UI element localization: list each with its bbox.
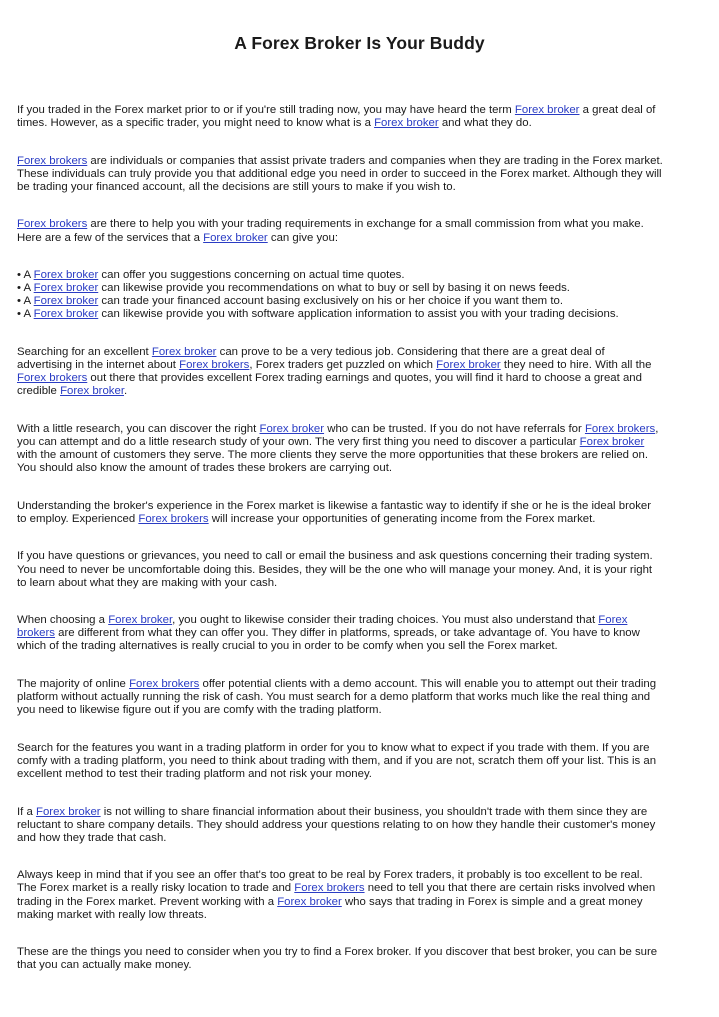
- text-line: [17, 155, 702, 168]
- forex-broker-link[interactable]: Forex broker: [151, 346, 217, 359]
- forex-broker-link[interactable]: Forex brokers: [584, 422, 656, 435]
- text-run: with the amount of customers they serve. The more clients they serve the more opportunities that these brokers are relied on.: [17, 449, 649, 462]
- text-run: and what they do.: [438, 117, 532, 130]
- text-line: [17, 372, 702, 385]
- text-run: .: [124, 385, 128, 398]
- text-run: are different from what they can offer you. They differ in platforms, spreads, or take advantage of. You have to know: [54, 627, 640, 640]
- forex-broker-link[interactable]: Forex broker: [33, 295, 99, 308]
- text-run: Searching for an excellent: [17, 346, 152, 359]
- text-line: [17, 742, 702, 755]
- text-run: ,: [655, 422, 659, 435]
- text-line: [17, 819, 702, 832]
- forex-broker-link[interactable]: Forex: [598, 614, 628, 627]
- text-run: With a little research, you can discover the right: [17, 422, 260, 435]
- text-line: [17, 218, 702, 231]
- text-run: are individuals or companies that assist private traders and companies when they are trading in the Forex market.: [87, 154, 663, 167]
- text-run: If you traded in the Forex market prior to or if you're still trading now, you may have heard the term: [17, 104, 515, 116]
- forex-broker-link[interactable]: Forex brokers: [129, 678, 200, 691]
- forex-broker-link[interactable]: Forex brokers: [17, 372, 88, 385]
- text-run: You should also know the amount of trades these brokers are carrying out.: [17, 462, 393, 475]
- paragraph: [17, 423, 702, 475]
- text-run: a great deal of: [579, 104, 656, 116]
- text-line: [17, 308, 702, 321]
- paragraph: [17, 104, 702, 130]
- text-run: • A: [17, 308, 34, 321]
- text-line: [17, 882, 702, 895]
- forex-broker-link[interactable]: Forex brokers: [17, 218, 88, 231]
- text-line: [17, 232, 702, 245]
- text-line: [17, 806, 702, 819]
- paragraph: [17, 678, 702, 717]
- text-run: excellent method to test their trading platform and not risk your money.: [17, 768, 372, 780]
- text-line: [17, 896, 702, 909]
- paragraph: [17, 218, 702, 244]
- text-line: [17, 117, 702, 130]
- forex-broker-link[interactable]: Forex broker: [374, 117, 439, 130]
- text-run: you can attempt and do a little research study of your own. The very first thing you need to discover a particular: [17, 436, 580, 448]
- text-line: [17, 869, 702, 882]
- text-run: trading in the Forex market. Prevent working with a: [17, 895, 278, 908]
- text-run: is not willing to share financial information about their business, you shouldn't trade with them since they are: [100, 805, 648, 818]
- text-line: [17, 768, 702, 781]
- text-run: The majority of online: [17, 678, 130, 691]
- text-run: , Forex traders get puzzled on which: [249, 359, 437, 372]
- text-run: they need to hire. With all the: [500, 359, 652, 372]
- text-run: making market with really low threats.: [17, 908, 207, 921]
- text-line: [17, 678, 702, 691]
- article-body: [17, 104, 702, 972]
- text-line: [17, 832, 702, 845]
- text-run: can prove to be a very tedious job. Considering that there are a great deal of: [216, 346, 605, 359]
- paragraph: [17, 346, 702, 398]
- text-run: • A: [17, 295, 34, 308]
- text-run: When choosing a: [17, 614, 109, 627]
- text-line: [17, 104, 702, 117]
- text-line: [17, 614, 702, 627]
- text-run: platform without actually running the risk of cash. You must search for a demo platform that works much like the real thing and: [17, 691, 651, 704]
- text-run: which of the trading alternatives is really crucial to you in order to be comfy when you sell the Forex market.: [17, 640, 558, 653]
- text-line: [17, 755, 702, 768]
- text-line: [17, 295, 702, 308]
- text-run: and how they trade that cash.: [17, 831, 167, 844]
- text-run: offer potential clients with a demo account. This will enable you to attempt out their trading: [199, 678, 657, 691]
- forex-broker-link[interactable]: Forex broker: [514, 104, 580, 116]
- text-line: [17, 449, 702, 462]
- text-line: [17, 181, 702, 194]
- text-line: [17, 436, 702, 449]
- text-run: If a: [17, 805, 36, 818]
- text-run: Always keep in mind that if you see an offer that's too great to be real by Forex traders, it probably is too excellent to be real.: [17, 869, 643, 882]
- text-run: The Forex market is a really risky location to trade and: [17, 882, 295, 895]
- text-line: [17, 909, 702, 922]
- text-run: can offer you suggestions concerning on actual time quotes.: [98, 269, 405, 282]
- paragraph: [17, 500, 702, 526]
- text-run: to employ. Experienced: [17, 512, 139, 525]
- text-run: need to tell you that there are certain risks involved when: [364, 882, 656, 895]
- text-line: [17, 500, 702, 513]
- forex-broker-link[interactable]: Forex broker: [108, 614, 173, 627]
- text-run: These are the things you need to consider when you try to find a Forex broker. If you discover that best broker, you can be sure: [17, 946, 658, 959]
- text-line: [17, 564, 702, 577]
- text-run: You need to never be uncomfortable doing this. Besides, they will be the one who will manage your money. And, it is your right: [17, 563, 653, 576]
- text-run: can likewise provide you recommendations on what to buy or sell by basing it on news feeds.: [98, 282, 570, 295]
- forex-broker-link[interactable]: brokers: [17, 627, 55, 640]
- forex-broker-link[interactable]: Forex broker: [60, 385, 125, 398]
- forex-broker-link[interactable]: Forex brokers: [179, 359, 250, 372]
- text-run: If you have questions or grievances, you need to call or email the business and ask questions concerning their trading system.: [17, 550, 653, 563]
- text-run: credible: [17, 385, 61, 398]
- paragraph: [17, 614, 702, 653]
- forex-broker-link[interactable]: Forex broker: [33, 282, 99, 295]
- text-line: [17, 269, 702, 282]
- forex-broker-link[interactable]: Forex broker: [36, 805, 101, 818]
- text-run: These individuals can truly provide you that additional edge you need in order to succeed in the Forex market. Although they will: [17, 167, 662, 180]
- paragraph: [17, 869, 702, 921]
- text-line: [17, 282, 702, 295]
- text-run: who says that trading in Forex is simple and a great money: [341, 895, 643, 908]
- paragraph: [17, 806, 702, 845]
- text-run: Search for the features you want in a trading platform in order for you to know what to expect if you trade with them. If you are: [17, 741, 650, 754]
- text-run: • A: [17, 282, 34, 295]
- paragraph: [17, 550, 702, 589]
- forex-broker-link[interactable]: Forex broker: [33, 269, 99, 282]
- text-line: [17, 550, 702, 563]
- text-line: [17, 704, 702, 717]
- text-run: reluctant to share company details. They should address your questions relating to on how they handle their customer's money: [17, 818, 656, 831]
- text-run: Here are a few of the services that a: [17, 231, 204, 244]
- text-run: that you can actually make money.: [17, 959, 192, 972]
- text-run: will increase your opportunities of generating income from the Forex market.: [208, 512, 596, 525]
- text-run: Understanding the broker's experience in the Forex market is likewise a fantastic way to identify if she or he is the ideal broker: [17, 499, 652, 512]
- forex-broker-link[interactable]: Forex broker: [203, 231, 268, 244]
- text-run: be trading your financed account, all the decisions are still yours to make if you wish to.: [17, 180, 456, 193]
- text-line: [17, 346, 702, 359]
- text-run: can likewise provide you with software application information to assist you with your trading decisions.: [98, 308, 619, 321]
- text-line: [17, 168, 702, 181]
- forex-broker-link[interactable]: Forex broker: [436, 359, 501, 372]
- text-line: [17, 577, 702, 590]
- text-line: [17, 959, 702, 972]
- text-line: [17, 359, 702, 372]
- paragraph: [17, 742, 702, 781]
- paragraph: [17, 946, 702, 972]
- text-line: [17, 640, 702, 653]
- text-line: [17, 423, 702, 436]
- text-line: [17, 946, 702, 959]
- text-run: comfy with a trading platform, you need to think about trading with them, and if you are not, scratch them off your list. This is an: [17, 754, 657, 767]
- text-line: [17, 513, 702, 526]
- page-title: A Forex Broker Is Your Buddy: [234, 33, 485, 53]
- text-run: • A: [17, 269, 34, 282]
- paragraph: [17, 155, 702, 194]
- text-run: to learn about what they are making with your cash.: [17, 576, 278, 589]
- paragraph: [17, 269, 702, 321]
- text-run: who can be trusted. If you do not have referrals for: [324, 422, 585, 435]
- text-run: can give you:: [267, 231, 339, 244]
- forex-broker-link[interactable]: Forex brokers: [294, 882, 365, 895]
- text-line: [17, 385, 702, 398]
- text-line: [17, 462, 702, 475]
- text-run: out there that provides excellent Forex trading earnings and quotes, you will find it hard to choose a great and: [87, 372, 642, 385]
- text-line: [17, 691, 702, 704]
- forex-broker-link[interactable]: Forex brokers: [17, 154, 88, 167]
- text-run: can trade your financed account basing exclusively on his or her choice if you want them to.: [98, 295, 563, 308]
- text-run: you need to likewise figure out if you are comfy with the trading platform.: [17, 704, 382, 717]
- forex-broker-link[interactable]: Forex broker: [259, 422, 325, 435]
- text-run: are there to help you with your trading requirements in exchange for a small commission from what you make.: [87, 218, 644, 231]
- forex-broker-link[interactable]: Forex broker: [33, 308, 99, 321]
- text-run: times. However, as a specific trader, you might need to know what is a: [17, 117, 375, 130]
- text-line: [17, 627, 702, 640]
- text-run: , you ought to likewise consider their trading choices. You must also understand that: [172, 614, 599, 627]
- text-run: advertising in the internet about: [17, 359, 180, 372]
- forex-broker-link[interactable]: Forex brokers: [138, 512, 209, 525]
- forex-broker-link[interactable]: Forex broker: [277, 895, 342, 908]
- forex-broker-link[interactable]: Forex broker: [579, 436, 645, 448]
